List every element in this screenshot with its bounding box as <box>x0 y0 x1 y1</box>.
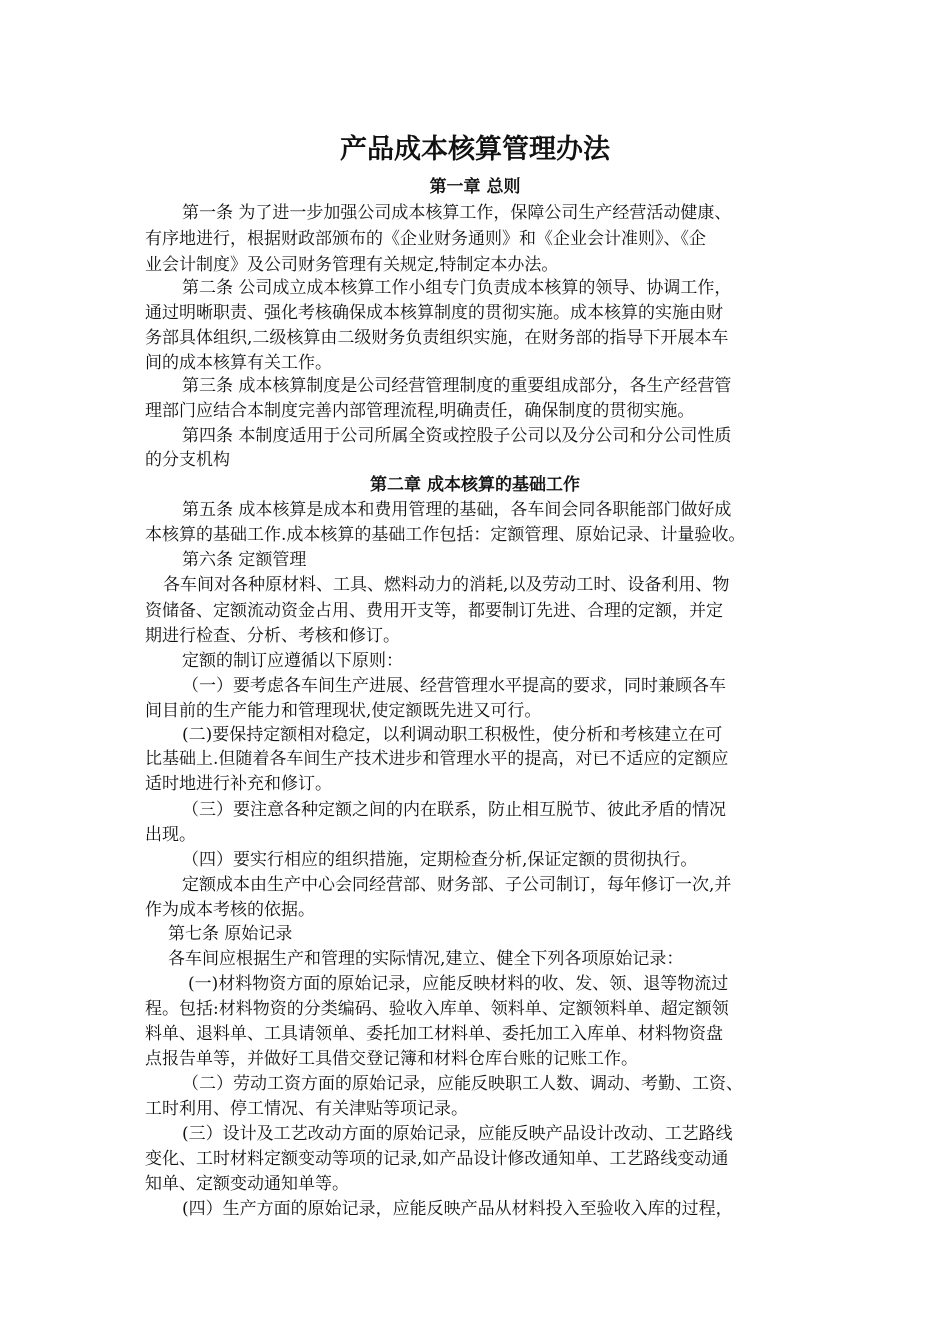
text-line: 比基础上.但随着各车间生产技术进步和管理水平的提高，对已不适应的定额应 <box>145 749 729 769</box>
text-line: 第五条 成本核算是成本和费用管理的基础，各车间会同各职能部门做好成 <box>182 500 732 520</box>
text-line: 资储备、定额流动资金占用、费用开支等，都要制订先进、合理的定额，并定 <box>145 601 723 621</box>
text-line: 适时地进行补充和修订。 <box>145 774 332 794</box>
chapter-heading-1: 第一章 总则 <box>429 177 521 197</box>
chapter-heading-2: 第二章 成本核算的基础工作 <box>370 475 580 495</box>
text-line: 出现。 <box>145 825 196 845</box>
text-line: (三）设计及工艺改动方面的原始记录，应能反映产品设计改动、工艺路线 <box>182 1124 733 1144</box>
text-line: 变化、工时材料定额变动等项的记录,如产品设计修改通知单、工艺路线变动通 <box>145 1149 729 1169</box>
text-line: 期进行检查、分析、考核和修订。 <box>145 626 400 646</box>
text-line: 通过明晰职责、强化考核确保成本核算制度的贯彻实施。成本核算的实施由财 <box>145 303 723 323</box>
text-line: (一)材料物资方面的原始记录，应能反映材料的收、发、领、退等物流过 <box>188 974 729 994</box>
text-line: 料单、退料单、工具请领单、委托加工材料单、委托加工入库单、材料物资盘 <box>145 1024 723 1044</box>
text-line: 点报告单等，并做好工具借交登记簿和材料仓库台账的记账工作。 <box>145 1049 638 1069</box>
text-line: 第三条 成本核算制度是公司经营管理制度的重要组成部分，各生产经营管 <box>182 376 732 396</box>
text-line: (二)要保持定额相对稳定，以利调动职工积极性，使分析和考核建立在可 <box>182 725 723 745</box>
document-title: 产品成本核算管理办法 <box>340 134 610 165</box>
text-line: 务部具体组织,二级核算由二级财务负责组织实施，在财务部的指导下开展本车 <box>145 328 729 348</box>
text-line: 的分支机构 <box>145 450 230 470</box>
text-line: （二）劳动工资方面的原始记录，应能反映职工人数、调动、考勤、工资、 <box>182 1074 743 1094</box>
text-line: (四）生产方面的原始记录，应能反映产品从材料投入至验收入库的过程， <box>182 1199 733 1219</box>
text-line: 各车间对各种原材料、工具、燃料动力的消耗,以及劳动工时、设备利用、物 <box>163 575 730 595</box>
text-line: 知单、定额变动通知单等。 <box>145 1174 349 1194</box>
text-line: 作为成本考核的依据。 <box>145 900 315 920</box>
text-line: 定额成本由生产中心会同经营部、财务部、子公司制订，每年修订一次,并 <box>182 875 732 895</box>
text-line: 业会计制度》及公司财务管理有关规定,特制定本办法。 <box>145 255 559 275</box>
text-line: 理部门应结合本制度完善内部管理流程,明确责任，确保制度的贯彻实施。 <box>145 401 695 421</box>
text-line: 工时利用、停工情况、有关津贴等项记录。 <box>145 1099 468 1119</box>
text-line: （三）要注意各种定额之间的内在联系，防止相互脱节、彼此矛盾的情况 <box>182 800 726 820</box>
text-line: 第二条 公司成立成本核算工作小组专门负责成本核算的领导、协调工作， <box>182 278 732 298</box>
text-line: 本核算的基础工作.成本核算的基础工作包括：定额管理、原始记录、计量验收。 <box>145 525 746 545</box>
text-line: 各车间应根据生产和管理的实际情况,建立、健全下列各项原始记录： <box>168 949 684 969</box>
text-line: 间目前的生产能力和管理现状,使定额既先进又可行。 <box>145 701 542 721</box>
text-line: 程。包括:材料物资的分类编码、验收入库单、领料单、定额领料单、超定额领 <box>145 999 729 1019</box>
text-line: 有序地进行，根据财政部颁布的《企业财务通则》和《企业会计准则》、《企 <box>145 229 706 249</box>
text-line: 第一条 为了进一步加强公司成本核算工作，保障公司生产经营活动健康、 <box>182 203 732 223</box>
text-line: 间的成本核算有关工作。 <box>145 353 332 373</box>
text-line: （四）要实行相应的组织措施，定期检查分析,保证定额的贯彻执行。 <box>182 850 698 870</box>
text-line: （一）要考虑各车间生产进展、经营管理水平提高的要求，同时兼顾各车 <box>182 676 726 696</box>
text-line: 第六条 定额管理 <box>182 550 307 570</box>
text-line: 第四条 本制度适用于公司所属全资或控股子公司以及分公司和分公司性质 <box>182 426 732 446</box>
text-line: 定额的制订应遵循以下原则： <box>182 651 403 671</box>
text-line: 第七条 原始记录 <box>168 924 293 944</box>
